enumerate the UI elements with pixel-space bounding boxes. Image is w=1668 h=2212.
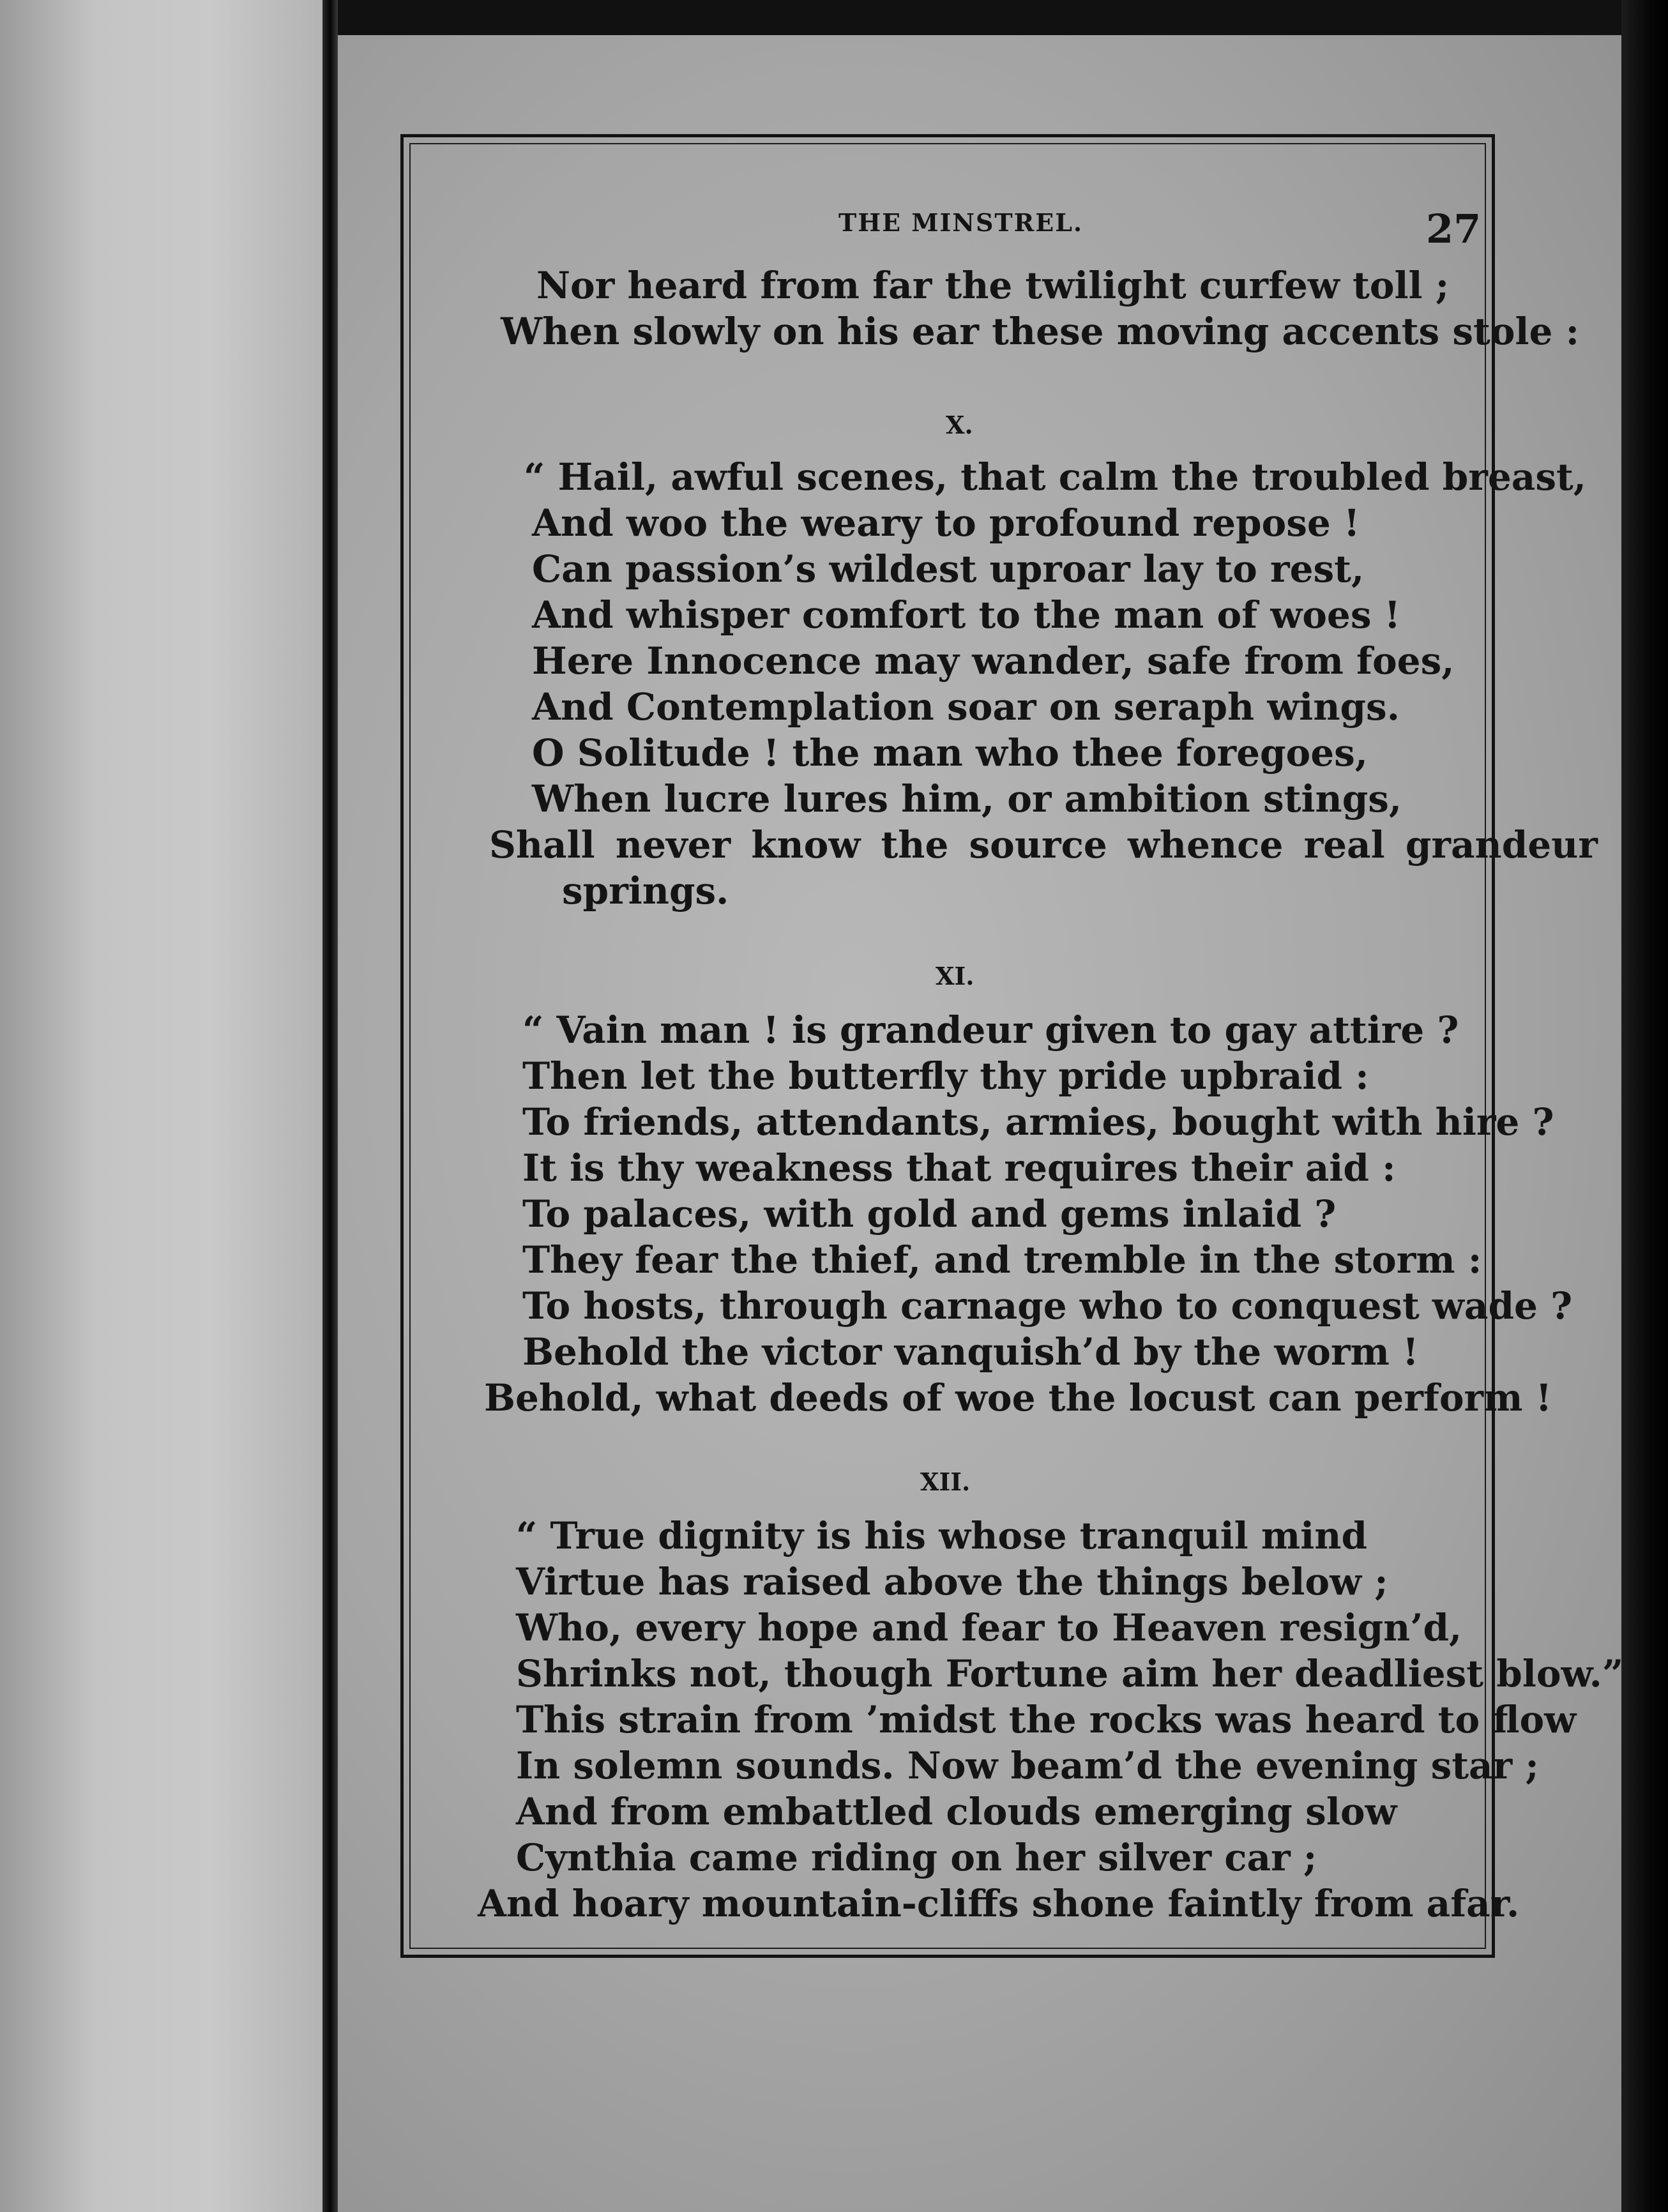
verse-line: When lucre lures him, or ambition stings,: [532, 777, 1402, 821]
verse-line: Shrinks not, though Fortune aim her deadliest blow.”: [516, 1652, 1624, 1695]
verse-line: Nor heard from far the twilight curfew toll ;: [536, 264, 1450, 307]
stanza-number: XI.: [936, 962, 974, 990]
verse-line: And whisper comfort to the man of woes !: [532, 593, 1401, 637]
verse-line: And from embattled clouds emerging slow: [516, 1790, 1397, 1833]
running-title: THE MINSTREL.: [838, 208, 1084, 237]
verse-line: Can passion’s wildest uproar lay to rest,: [532, 547, 1365, 591]
verse-line: Virtue has raised above the things below ;: [516, 1560, 1388, 1603]
page-edge-shadow: [1621, 0, 1668, 2212]
verse-line: And woo the weary to profound repose !: [532, 501, 1360, 545]
verse-line: O Solitude ! the man who thee foregoes,: [532, 731, 1368, 775]
facing-page: [0, 0, 322, 2212]
verse-line: To hosts, through carnage who to conquest wade ?: [522, 1284, 1573, 1328]
verse-line: To friends, attendants, armies, bought with hire ?: [522, 1100, 1554, 1144]
verse-line: “ Hail, awful scenes, that calm the troubled breast,: [524, 455, 1586, 499]
verse-line: When slowly on his ear these moving accents stole :: [501, 310, 1580, 353]
verse-line: “ Vain man ! is grandeur given to gay attire ?: [522, 1008, 1459, 1052]
book-gutter: [322, 0, 338, 2212]
verse-line: This strain from ’midst the rocks was heard to flow: [516, 1698, 1577, 1741]
verse-line: To palaces, with gold and gems inlaid ?: [522, 1192, 1337, 1236]
verse-line: In solemn sounds. Now beam’d the evening star ;: [516, 1744, 1539, 1787]
verse-line: Behold the victor vanquish’d by the worm !: [522, 1330, 1419, 1374]
verse-line: Here Innocence may wander, safe from foes,: [532, 639, 1455, 683]
verse-line: Who, every hope and fear to Heaven resign’d,: [516, 1606, 1462, 1649]
verse-line: And hoary mountain-cliffs shone faintly from afar.: [478, 1882, 1520, 1925]
stanza-number: X.: [946, 411, 973, 439]
verse-line: They fear the thief, and tremble in the storm :: [522, 1238, 1482, 1282]
page-number: 27: [1426, 206, 1482, 252]
verse-line: And Contemplation soar on seraph wings.: [532, 685, 1400, 729]
verse-line: Behold, what deeds of woe the locust can perform !: [484, 1376, 1552, 1420]
verse-line: springs.: [562, 869, 729, 913]
verse-line: It is thy weakness that requires their aid :: [522, 1146, 1396, 1190]
verse-line: Cynthia came riding on her silver car ;: [516, 1836, 1317, 1879]
verse-line: “ True dignity is his whose tranquil mind: [516, 1514, 1368, 1557]
verse-line: Shall never know the source whence real grandeur: [489, 823, 1598, 867]
verse-line: Then let the butterfly thy pride upbraid :: [522, 1054, 1369, 1098]
stanza-number: XII.: [920, 1467, 971, 1496]
